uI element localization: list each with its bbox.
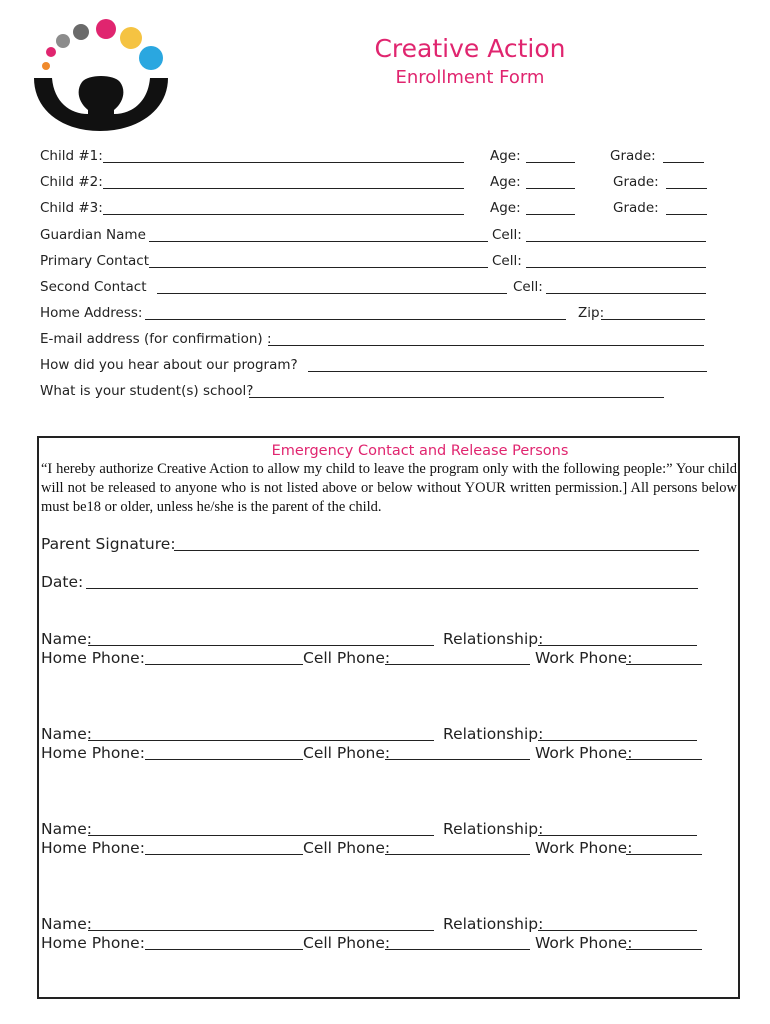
release-box xyxy=(37,436,740,999)
contact2-name-field[interactable] xyxy=(88,740,434,741)
child3-field[interactable] xyxy=(103,214,464,215)
child2-grade-field[interactable] xyxy=(666,188,707,189)
guardian-cell-label: Cell: xyxy=(492,227,522,243)
school-field[interactable] xyxy=(249,397,664,398)
contact2-relationship-field[interactable] xyxy=(538,740,697,741)
child1-field[interactable] xyxy=(103,162,464,163)
second-contact-field[interactable] xyxy=(157,293,507,294)
child1-label: Child #1: xyxy=(40,148,103,164)
child2-age-label: Age: xyxy=(490,174,521,190)
contact4-cell-phone-label: Cell Phone: xyxy=(303,934,391,952)
contact3-work-phone-label: Work Phone: xyxy=(535,839,633,857)
contact4-home-phone-field[interactable] xyxy=(145,949,303,950)
date-field[interactable] xyxy=(86,588,698,589)
contact3-home-phone-field[interactable] xyxy=(145,854,303,855)
parent-signature-field[interactable] xyxy=(174,550,699,551)
home-address-field[interactable] xyxy=(145,319,566,320)
school-label: What is your student(s) school? xyxy=(40,383,254,399)
child1-age-label: Age: xyxy=(490,148,521,164)
contact3-name-label: Name: xyxy=(41,820,92,838)
child1-age-field[interactable] xyxy=(526,162,575,163)
contact4-work-phone-label: Work Phone: xyxy=(535,934,633,952)
contact3-cell-phone-label: Cell Phone: xyxy=(303,839,391,857)
contact1-work-phone-label: Work Phone: xyxy=(535,649,633,667)
child2-field[interactable] xyxy=(103,188,464,189)
contact1-cell-phone-label: Cell Phone: xyxy=(303,649,391,667)
second-cell-label: Cell: xyxy=(513,279,543,295)
contact4-relationship-field[interactable] xyxy=(538,930,697,931)
release-paragraph: “I hereby authorize Creative Action to allow my child to leave the program only with the following people:” Your child will not be released to anyone who is not listed above or below without YOUR written permission.] All persons below must be18 or older, unless he/she is the parent of the child. xyxy=(41,461,737,515)
creative-action-logo xyxy=(28,18,178,136)
contact4-relationship-label: Relationship: xyxy=(443,915,544,933)
logo-dot-yellow xyxy=(120,27,142,49)
child3-age-field[interactable] xyxy=(526,214,575,215)
contact1-work-phone-field[interactable] xyxy=(626,664,702,665)
form-title: Creative Action xyxy=(374,34,566,63)
contact3-cell-phone-field[interactable] xyxy=(385,854,530,855)
contact4-name-label: Name: xyxy=(41,915,92,933)
date-label: Date: xyxy=(41,573,84,591)
primary-cell-label: Cell: xyxy=(492,253,522,269)
contact1-name-field[interactable] xyxy=(88,645,434,646)
second-cell-field[interactable] xyxy=(546,293,706,294)
contact4-home-phone-label: Home Phone: xyxy=(41,934,145,952)
child1-grade-label: Grade: xyxy=(610,148,656,164)
zip-field[interactable] xyxy=(601,319,705,320)
form-subtitle: Enrollment Form xyxy=(395,67,545,88)
primary-cell-field[interactable] xyxy=(526,267,706,268)
contact4-cell-phone-field[interactable] xyxy=(385,949,530,950)
logo-dot-blue xyxy=(139,46,163,70)
release-title: Emergency Contact and Release Persons xyxy=(271,443,569,459)
zip-label: Zip: xyxy=(578,305,605,321)
guardian-name-label: Guardian Name xyxy=(40,227,146,243)
contact3-relationship-label: Relationship: xyxy=(443,820,544,838)
child3-age-label: Age: xyxy=(490,200,521,216)
contact1-home-phone-field[interactable] xyxy=(145,664,303,665)
child1-grade-field[interactable] xyxy=(663,162,704,163)
contact2-work-phone-label: Work Phone: xyxy=(535,744,633,762)
child2-age-field[interactable] xyxy=(526,188,575,189)
guardian-cell-field[interactable] xyxy=(526,241,706,242)
logo-dot-pink-small xyxy=(46,47,56,57)
contact4-name-field[interactable] xyxy=(88,930,434,931)
contact3-name-field[interactable] xyxy=(88,835,434,836)
contact1-name-label: Name: xyxy=(41,630,92,648)
child2-label: Child #2: xyxy=(40,174,103,190)
contact4-work-phone-field[interactable] xyxy=(626,949,702,950)
logo-dot-gray xyxy=(56,34,70,48)
contact3-work-phone-field[interactable] xyxy=(626,854,702,855)
heard-label: How did you hear about our program? xyxy=(40,357,298,373)
logo-dot-orange xyxy=(42,62,50,70)
contact3-home-phone-label: Home Phone: xyxy=(41,839,145,857)
primary-contact-field[interactable] xyxy=(149,267,488,268)
contact2-cell-phone-label: Cell Phone: xyxy=(303,744,391,762)
child3-label: Child #3: xyxy=(40,200,103,216)
contact1-relationship-field[interactable] xyxy=(538,645,697,646)
logo-dot-dark-gray xyxy=(73,24,89,40)
child3-grade-label: Grade: xyxy=(613,200,659,216)
contact1-cell-phone-field[interactable] xyxy=(385,664,530,665)
contact2-home-phone-label: Home Phone: xyxy=(41,744,145,762)
heard-field[interactable] xyxy=(308,371,707,372)
primary-contact-label: Primary Contact xyxy=(40,253,149,269)
email-label: E-mail address (for confirmation) : xyxy=(40,331,272,347)
contact2-name-label: Name: xyxy=(41,725,92,743)
contact2-work-phone-field[interactable] xyxy=(626,759,702,760)
second-contact-label: Second Contact xyxy=(40,279,147,295)
contact1-relationship-label: Relationship: xyxy=(443,630,544,648)
home-address-label: Home Address: xyxy=(40,305,143,321)
child2-grade-label: Grade: xyxy=(613,174,659,190)
logo-dot-pink xyxy=(96,19,116,39)
parent-signature-label: Parent Signature: xyxy=(41,535,176,553)
contact2-relationship-label: Relationship: xyxy=(443,725,544,743)
contact1-home-phone-label: Home Phone: xyxy=(41,649,145,667)
email-field[interactable] xyxy=(268,345,704,346)
contact2-cell-phone-field[interactable] xyxy=(385,759,530,760)
contact2-home-phone-field[interactable] xyxy=(145,759,303,760)
contact3-relationship-field[interactable] xyxy=(538,835,697,836)
child3-grade-field[interactable] xyxy=(666,214,707,215)
guardian-name-field[interactable] xyxy=(149,241,488,242)
logo-figure-arms xyxy=(34,76,168,131)
